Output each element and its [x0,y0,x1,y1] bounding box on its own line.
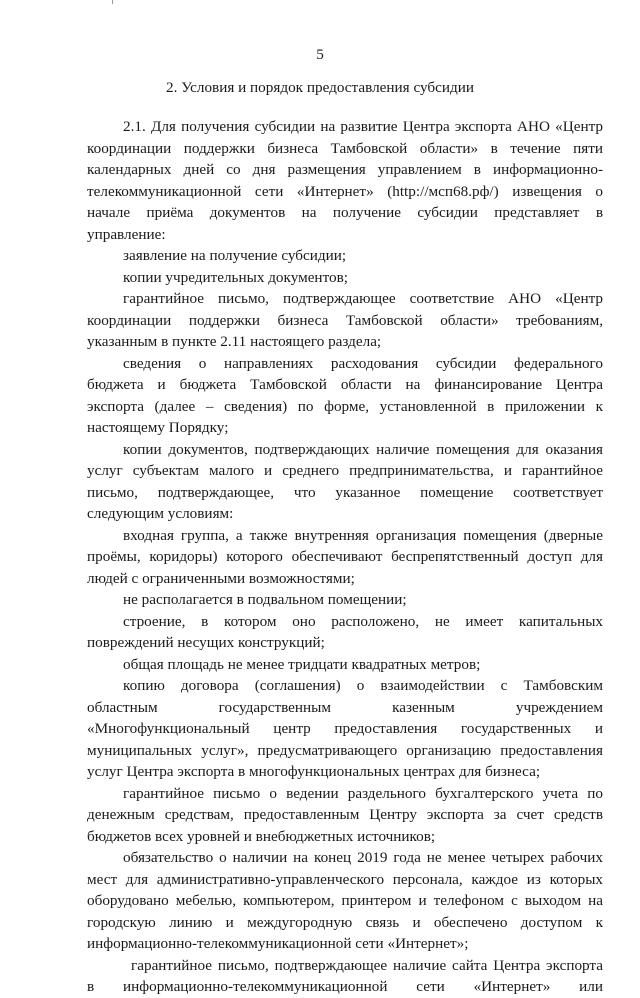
text-line: календарных дней со дня размещения управлением в информационно- [87,161,603,178]
text-line: координации поддержки бизнеса Тамбовской области» в течение пяти [87,139,603,157]
text-line: «Многофункциональный центр предоставления государственных и [87,720,603,737]
text-line: указанным в пункте 2.11 настоящего раздела; [87,333,382,350]
text-line: услуг Центра экспорта в многофункциональных центрах для бизнеса; [87,763,541,780]
text-line: информационно-телекоммуникационной сети «Интернет»; [87,935,469,952]
text-line: 2.1. Для получения субсидии на развитие Центра экспорта АНО «Центр [123,118,603,135]
text-line: повреждений несущих конструкций; [87,634,325,651]
text-line: бюджетов всех уровней и внебюджетных источников; [87,827,436,845]
text-line: общая площадь не менее тридцати квадратных метров; [123,655,481,673]
text-line: не располагается в подвальном помещении; [123,591,407,608]
text-line: настоящему Порядку; [87,419,229,436]
text-line: оборудовано мебелью, компьютером, принтером и телефоном с выходом на [87,892,603,909]
text-line: услуг субъектам малого и среднего предпринимательства, и гарантийное [87,462,603,479]
text-line: денежным средствам, предоставленным Центру экспорта за счет средств [87,806,603,823]
text-line: копии учредительных документов; [123,268,348,286]
text-line: людей с ограниченными возможностями; [87,569,355,587]
text-line: сведения о направлениях расходования субсидии федерального [123,354,603,372]
text-line: проёмы, коридоры) которого обеспечивают беспрепятственный доступ для [87,548,603,565]
text-line: областным государственным казенным учреждением [87,698,603,716]
text-line: обязательство о наличии на конец 2019 года не менее четырех рабочих [123,849,603,866]
text-line: гарантийное письмо, подтверждающее наличие сайта Центра экспорта [131,956,603,974]
text-line: координации поддержки бизнеса Тамбовской области» требованиям, [87,311,603,329]
text-line: экспорта (далее – сведения) по форме, установленной в приложении к [87,397,603,415]
text-line: бюджета и бюджета Тамбовской области на финансирование Центра [87,376,603,393]
text-line: копию договора (соглашения) о взаимодействии с Тамбовским [123,677,603,694]
text-line: в информационно-телекоммуникационной сети «Интернет» или [87,978,603,995]
text-line: мест для административно-управленческого персонала, каждое из которых [87,870,603,888]
text-line: входная группа, а также внутренняя организация помещения (дверные [123,526,603,544]
text-line: управление: [87,225,166,243]
scan-mark [112,0,113,4]
text-line: копии документов, подтверждающих наличие помещения для оказания [123,440,603,458]
text-line: гарантийное письмо о ведении раздельного бухгалтерского учета по [123,784,603,802]
text-line: начале приёма документов на получение субсидии представляет в [87,204,603,221]
text-line: телекоммуникационной сети «Интернет» (http://мсп68.рф/) извещения о [87,182,603,200]
page-number: 5 [316,46,324,63]
text-line: письмо, подтверждающее, что указанное помещение соответствует [87,483,603,501]
document-body [87,116,603,998]
text-line: строение, в котором оно расположено, не имеет капитальных [123,612,603,630]
text-line: муниципальных услуг», предусматривающего организацию предоставления [87,741,603,759]
text-line: гарантийное письмо, подтверждающее соответствие АНО «Центр [123,290,603,307]
text-line: городскую линию и междугородную связь и обеспечено доступом к [87,913,603,931]
text-line: заявление на получение субсидии; [123,247,347,264]
text-line: следующим условиям: [87,505,234,522]
section-heading: 2. Условия и порядок предоставления субсидии [166,79,474,96]
